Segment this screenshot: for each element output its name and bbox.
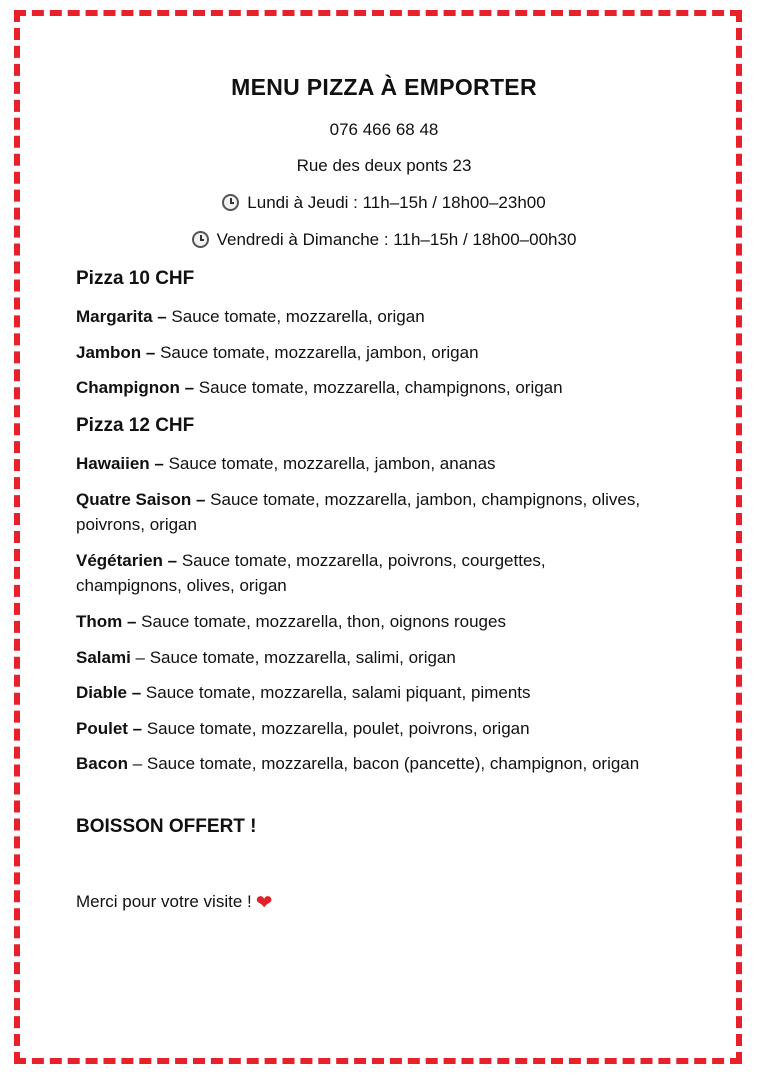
menu-item	[76, 751, 651, 776]
heart-icon: ❤	[255, 892, 273, 914]
menu-item	[76, 487, 651, 537]
menu-item	[76, 716, 676, 741]
menu-title: MENU PIZZA À EMPORTER	[231, 74, 537, 100]
menu-item	[76, 304, 676, 329]
menu-item	[76, 680, 676, 705]
menu-item	[76, 375, 676, 400]
item-name: Bacon	[76, 754, 128, 773]
item-name: Margarita –	[76, 307, 167, 326]
item-name: Thom –	[76, 612, 137, 631]
item-desc: Sauce tomate, mozzarella, jambon, ananas	[163, 454, 496, 473]
item-desc: Sauce tomate, mozzarella, jambon, origan	[155, 343, 479, 362]
item-desc: Sauce tomate, mozzarella, champignons, origan	[194, 378, 563, 397]
section-title-pizza-10: Pizza 10 CHF	[76, 268, 195, 289]
offer-text: BOISSON OFFERT !	[76, 816, 257, 837]
thanks-line	[76, 890, 273, 915]
menu-item	[76, 548, 616, 598]
item-desc: Sauce tomate, mozzarella, jambon, champignons, olives, poivrons, origan	[76, 490, 641, 534]
menu-item	[76, 340, 676, 365]
item-desc: Sauce tomate, mozzarella, salami piquant, piments	[141, 683, 531, 702]
item-desc: Sauce tomate, mozzarella, thon, oignons rouges	[136, 612, 506, 631]
menu-item	[76, 451, 676, 476]
section-title-pizza-12: Pizza 12 CHF	[76, 415, 195, 436]
item-desc: Sauce tomate, mozzarella, poulet, poivrons, origan	[142, 719, 530, 738]
menu-item	[76, 609, 676, 634]
item-desc: Sauce tomate, mozzarella, origan	[166, 307, 425, 326]
hours-weekend	[0, 230, 768, 250]
item-name: Salami	[76, 648, 131, 667]
hours-weekend-text: Vendredi à Dimanche : 11h–15h / 18h00–00h30	[216, 230, 577, 249]
item-desc: – Sauce tomate, mozzarella, bacon (pancette), champignon, origan	[127, 754, 640, 773]
item-name: Quatre Saison –	[76, 490, 206, 509]
item-desc: Sauce tomate, mozzarella, poivrons, courgettes, champignons, olives, origan	[76, 551, 546, 595]
menu-item	[76, 645, 676, 670]
item-name: Champignon –	[76, 378, 195, 397]
item-desc: – Sauce tomate, mozzarella, salimi, origan	[130, 648, 456, 667]
item-name: Végétarien –	[76, 551, 178, 570]
item-name: Poulet –	[76, 719, 143, 738]
item-name: Diable –	[76, 683, 142, 702]
hours-weekdays-text: Lundi à Jeudi : 11h–15h / 18h00–23h00	[247, 193, 546, 212]
hours-weekdays	[0, 193, 768, 213]
clock-icon	[222, 194, 239, 211]
address: Rue des deux ponts 23	[296, 156, 472, 175]
thanks-text: Merci pour votre visite !	[76, 892, 252, 911]
item-name: Hawaiien –	[76, 454, 164, 473]
phone-number: 076 466 68 48	[329, 120, 439, 139]
item-name: Jambon –	[76, 343, 156, 362]
clock-icon	[192, 231, 209, 248]
